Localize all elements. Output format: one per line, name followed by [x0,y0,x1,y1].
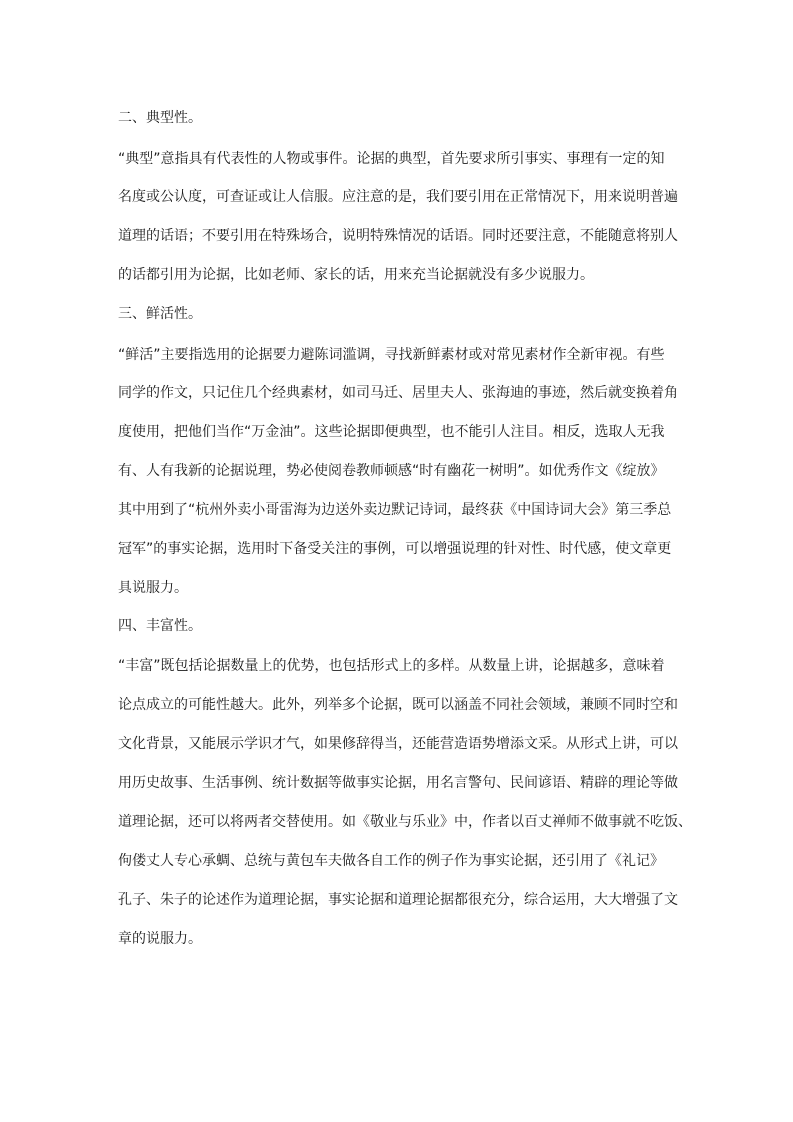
paragraph-line: 论点成立的可能性越大。此外，列举多个论据，既可以涵盖不同社会领域，兼顾不同时空和 [118,697,678,713]
paragraph-line: 冠军”的事实论据，选用时下备受关注的事例，可以增强说理的针对性、时代感，使文章更 [118,541,672,557]
paragraph-line: 用历史故事、生活事例、统计数据等做事实论据，用名言警句、民间谚语、精辟的理论等做 [118,775,678,791]
paragraph-line: 孔子、朱子的论述作为道理论据，事实论据和道理论据都很充分，综合运用，大大增强了文 [118,892,678,908]
paragraph-line: 的话都引用为论据，比如老师、家长的话，用来充当论据就没有多少说服力。 [118,267,594,283]
paragraph-line: 其中用到了“杭州外卖小哥雷海为边送外卖边默记诗词，最终获《中国诗词大会》第三季总 [118,502,672,518]
heading-typicality: 二、典型性。 [118,110,202,126]
paragraph-line: 同学的作文，只记住几个经典素材，如司马迁、居里夫人、张海迪的事迹，然后就变换着角 [118,385,678,401]
paragraph-line: 度使用，把他们当作“万金油”。这些论据即便典型，也不能引人注目。相反，选取人无我 [118,424,665,440]
paragraph-line: 具说服力。 [118,580,188,596]
paragraph-line: “丰富”既包括论据数量上的优势，也包括形式上的多样。从数量上讲，论据越多，意味着 [118,658,665,674]
paragraph-line: “鲜活”主要指选用的论据要力避陈词滥调，寻找新鲜素材或对常见素材作全新审视。有些 [118,347,665,363]
paragraph-line: 佝偻丈人专心承蜩、总统与黄包车夫做各自工作的例子作为事实论据，还引用了《礼记》 [118,853,664,869]
heading-freshness: 三、鲜活性。 [118,306,202,322]
paragraph-line: “典型”意指具有代表性的人物或事件。论据的典型，首先要求所引事实、事理有一定的知 [118,151,665,167]
paragraph-line: 道理论据，还可以将两者交替使用。如《敬业与乐业》中，作者以百丈禅师不做事就不吃饭、 [118,814,692,830]
paragraph-line: 文化背景，又能展示学识才气，如果修辞得当，还能营造语势增添文采。从形式上讲，可以 [118,736,678,752]
paragraph-line: 章的说服力。 [118,931,202,947]
paragraph-line: 有、人有我新的论据说理，势必使阅卷教师顿感“时有幽花一树明”。如优秀作文《绽放》 [118,463,665,479]
paragraph-line: 道理的话语；不要引用在特殊场合，说明特殊情况的话语。同时还要注意，不能随意将别人 [118,228,678,244]
heading-richness: 四、丰富性。 [118,618,202,634]
paragraph-line: 名度或公认度，可查证或让人信服。应注意的是，我们要引用在正常情况下，用来说明普遍 [118,189,678,205]
